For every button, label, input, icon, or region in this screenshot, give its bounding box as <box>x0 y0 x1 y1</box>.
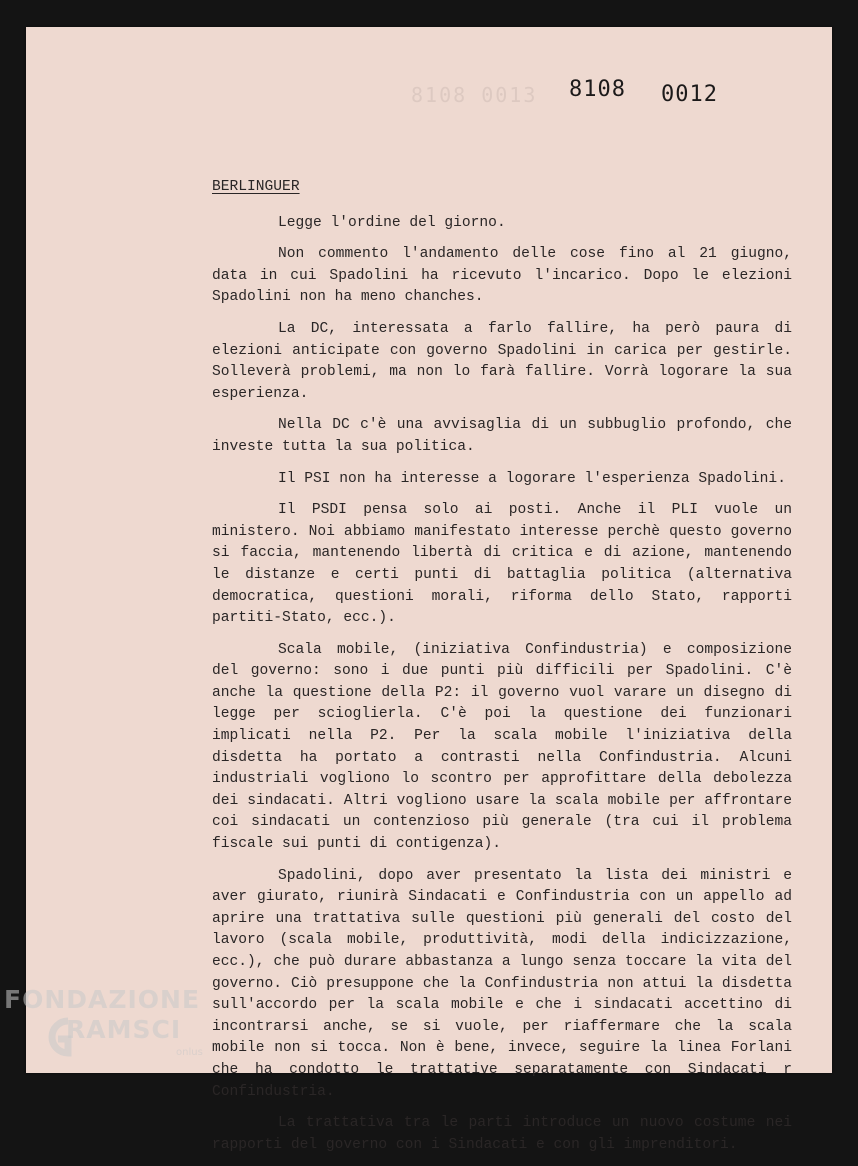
paragraph-5: Il PSI non ha interesse a logorare l'esperienza Spadolini. <box>278 470 786 487</box>
paragraph-7: Scala mobile, (iniziativa Confindustria) e composizione del governo: sono i due punti più difficili per Spadolini. C'è anche la questione della P2: il governo vuol varare un disegno di legge per scioglierla. C'è poi la questione dei funzionari implicati nella P2. Per la scala mobile l'iniziativa della disdetta ha portato a contrasti nella Confindustria. Alcuni industriali vogliono lo scontro per approfittare della debolezza dei sindacati. Altri vogliono usare la scala mobile per affrontare coi sindacati un contenzioso più generale (tra cui il problema fiscale sui punti di contigenza). <box>212 641 792 853</box>
watermark-line-1: FONDAZIONE <box>4 985 201 1014</box>
document-number-left: 8108 <box>569 77 626 102</box>
paragraph-2: Non commento l'andamento delle cose fino al 21 giugno, data in cui Spadolini ha ricevuto l'incarico. Dopo le elezioni Spadolini non ha meno chanches. <box>212 246 792 306</box>
document-number-right: 0012 <box>661 82 718 107</box>
watermark-line-3: onlus <box>176 1047 203 1058</box>
speaker-heading: BERLINGUER <box>212 179 300 195</box>
watermark-line-2: RAMSCI <box>66 1015 182 1044</box>
paragraph-3: La DC, interessata a farlo fallire, ha però paura di elezioni anticipate con governo Spadolini in carica per gestirle. Solleverà problemi, ma non lo farà fallire. Vorrà logorare la sua esperienza. <box>212 320 792 402</box>
paragraph-1: Legge l'ordine del giorno. <box>278 214 506 231</box>
paragraph-6: Il PSDI pensa solo ai posti. Anche il PLI vuole un ministero. Noi abbiamo manifestato interesse perchè questo governo si faccia, mantenendo libertà di critica e di azione, mantenendo le distanze e certi punti di battaglia politica (alternativa democratica, questioni morali, riforma dello Stato, rapporti partiti-Stato, ecc.). <box>212 502 792 627</box>
document-page <box>26 27 832 1153</box>
paragraph-4: Nella DC c'è una avvisaglia di un subbuglio profondo, che investe tutta la sua politica. <box>212 417 792 455</box>
paragraph-9: La trattativa tra le parti introduce un nuovo costume nei rapporti del governo con i Sindacati e con gli imprenditori. <box>212 1115 792 1153</box>
bleed-through-text: 8108 0013 <box>411 83 538 107</box>
document-body <box>212 177 792 1166</box>
paragraph-8: Spadolini, dopo aver presentato la lista dei ministri e aver giurato, riunirà Sindacati e Confindustria con un appello ad aprire una trattativa sulle questioni più generali del costo del lavoro (scala mobile, produttività, modi della indicizzazione, ecc.), che può durare abbastanza a lungo senza toccare la vita del governo. Ciò presuppone che la Confindustria non attui la disdetta sull'accordo per la scala mobile e che i sindacati accettino di incontrarsi anche, se si vuole, per riaffermare che la scala mobile non si tocca. Non è bene, invece, seguire la linea Forlani che ha condotto le trattative separatamente con Sindacati r Confindustria. <box>212 867 792 1100</box>
